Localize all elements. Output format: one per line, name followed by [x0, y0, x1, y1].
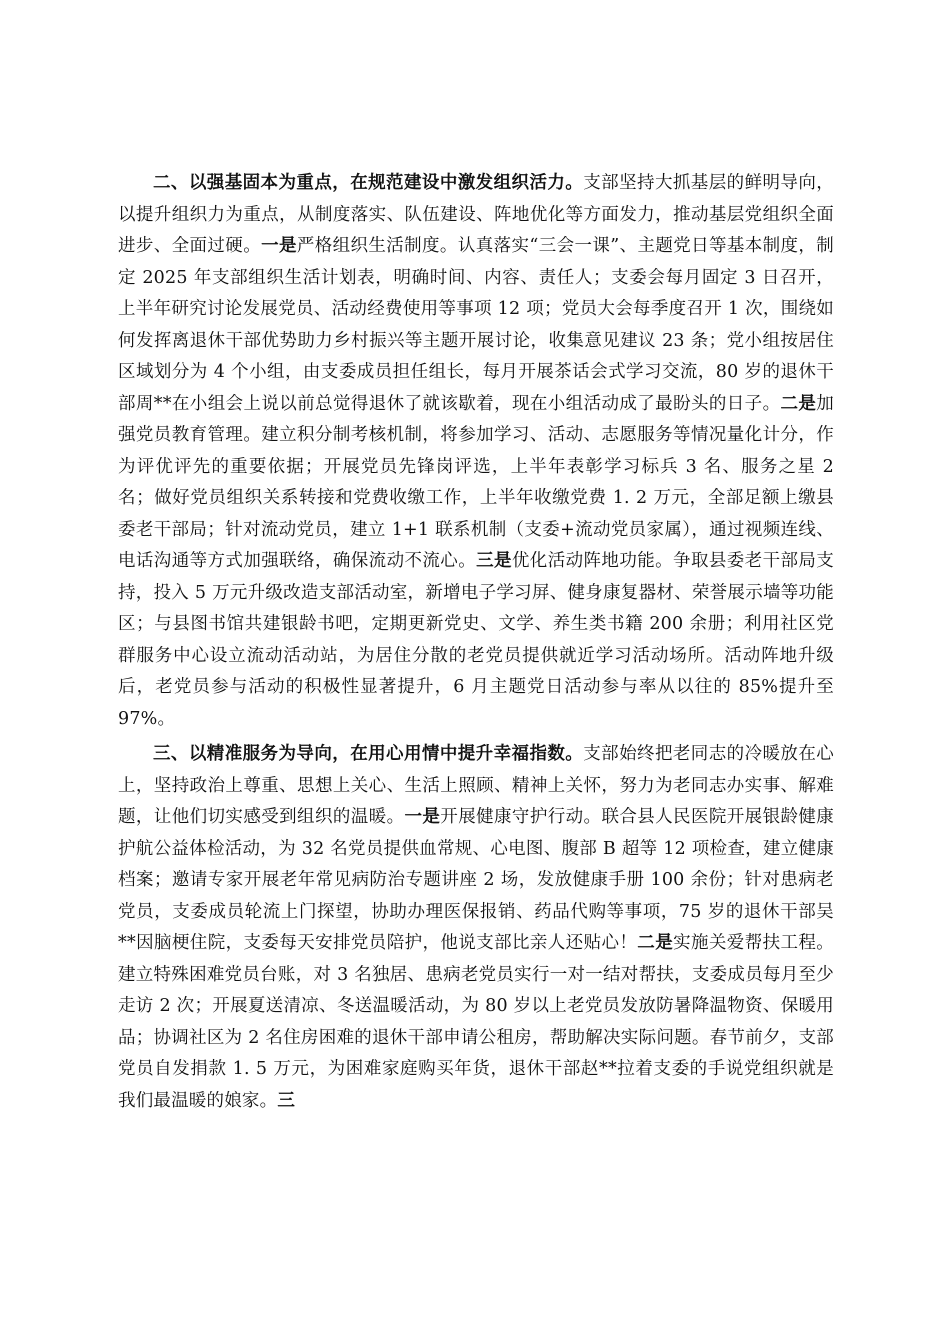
point-ordinal: 三: [277, 1090, 296, 1111]
point-ordinal: 二是: [637, 933, 674, 953]
section-heading: 二、以强基固本为重点，在规范建设中激发组织活力。: [153, 173, 584, 193]
point-text: 加强党员教育管理。建立积分制考核机制，将参加学习、活动、志愿服务等情况量化计分，作为评优评先的重要依据；开展党员先锋岗评选，上半年表彰学习标兵 3 名、服务之星 2 名；做好党员组织关系转接和党费收缴工作，上半年收缴党费 1. 2 万元，全部足额上缴县委老干部局；针对流动党员，建立 1+1 联系机制（支委+流动党员家属），通过视频连线、电话沟通等方式加强联络，确保流动不流心。: [118, 393, 834, 571]
section-heading: 三、以精准服务为导向，在用心用情中提升幸福指数。: [153, 744, 584, 764]
document-body: [118, 168, 834, 1117]
paragraph-section-2: [118, 168, 834, 735]
point-ordinal: 一是: [404, 807, 441, 827]
point-text: 实施关爱帮扶工程。建立特殊困难党员台账，对 3 名独居、患病老党员实行一对一结对帮扶，支委成员每月至少走访 2 次；开展夏送清凉、冬送温暖活动，为 80 岁以上老党员发放防暑降温物资、保暖用品；协调社区为 2 名住房困难的退休干部申请公租房，帮助解决实际问题。春节前夕，支部党员自发捐款 1. 5 万元，为困难家庭购买年货，退休干部赵**拉着支委的手说党组织就是我们最温暖的娘家。: [118, 933, 835, 1111]
point-text: 优化活动阵地功能。争取县委老干部局支持，投入 5 万元升级改造支部活动室，新增电子学习屏、健身康复器材、荣誉展示墙等功能区；与县图书馆共建银龄书吧，定期更新党史、文学、养生类书籍 200 余册；利用社区党群服务中心设立流动活动站，为居住分散的老党员提供就近学习活动场所。活动阵地升级后，老党员参与活动的积极性显著提升，6 月主题党日活动参与率从以往的 85%提升至 97%。: [118, 551, 834, 729]
point-ordinal: 一是: [261, 236, 297, 256]
point-text: 严格组织生活制度。认真落实“三会一课”、主题党日等基本制度，制定 2025 年支部组织生活计划表，明确时间、内容、责任人；支委会每月固定 3 日召开，上半年研究讨论发展党员、活动经费使用等事项 12 项；党员大会每季度召开 1 次，围绕如何发挥离退休干部优势助力乡村振兴等主题开展讨论，收集意见建议 23 条；党小组按居住区域划分为 4 个小组，由支委成员担任组长，每月开展茶话会式学习交流，80 岁的退休干部周**在小组会上说以前总觉得退休了就该歇着，现在小组活动成了最盼头的日子。: [118, 236, 834, 414]
point-ordinal: 三是: [476, 551, 512, 571]
paragraph-section-3: [118, 739, 834, 1117]
point-text: 开展健康守护行动。联合县人民医院开展银龄健康护航公益体检活动，为 32 名党员提供血常规、心电图、腹部 B 超等 12 项检查，建立健康档案；邀请专家开展老年常见病防治专题讲座 2 场，发放健康手册 100 余份；针对患病老党员，支委成员轮流上门探望，协助办理医保报销、药品代购等事项，75 岁的退休干部吴**因脑梗住院，支委每天安排党员陪护，他说支部比亲人还贴心！: [118, 807, 834, 953]
section-intro: 支部始终把老同志的冷暖放在心上，坚持政治上尊重、思想上关心、生活上照顾、精神上关怀，努力为老同志办实事、解难题，让他们切实感受到组织的温暖。: [118, 744, 834, 827]
section-intro: 支部坚持大抓基层的鲜明导向，以提升组织力为重点，从制度落实、队伍建设、阵地优化等方面发力，推动基层党组织全面进步、全面过硬。: [118, 173, 834, 256]
point-ordinal: 二是: [780, 393, 817, 414]
